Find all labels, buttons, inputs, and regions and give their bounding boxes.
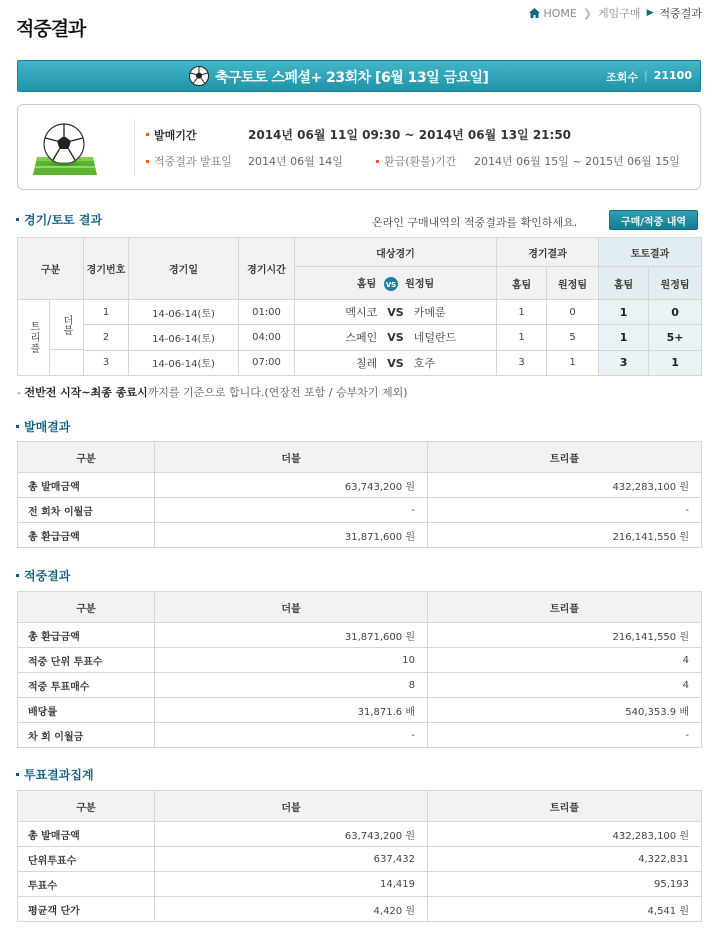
hit-section-title <box>16 567 70 584</box>
page-title: 적중결과 <box>16 18 86 40</box>
rule-note-rest: 까지를 기준으로 합니다.(연장전 포함 / 승부차기 제외) <box>147 386 408 399</box>
row-label: 총 발매금액 <box>18 822 155 847</box>
breadcrumb-arrow-icon: ▶ <box>646 8 654 18</box>
away-team: 카메룬 <box>413 306 446 320</box>
row-label: 배당률 <box>18 698 155 723</box>
rule-note: - 전반전 시작~최종 종료시까지를 기준으로 합니다.(연장전 포함 / 승부차기 제외) <box>17 386 408 399</box>
sales-section-title-text: 발매결과 <box>24 420 71 434</box>
bullet-icon <box>376 160 379 163</box>
table-header: 더블 <box>155 442 428 473</box>
sales-result-table <box>17 441 702 548</box>
match-date: 14-06-14(토) <box>129 350 239 375</box>
row-label: 평균객 단가 <box>18 897 155 922</box>
breadcrumb-game-buy-link[interactable]: 게임구매 <box>598 7 641 20</box>
double-value: 10 <box>155 648 428 673</box>
score-home: 1 <box>497 325 547 350</box>
table-row <box>18 498 702 523</box>
triple-value: 540,353.9 배 <box>428 698 702 723</box>
bullet-icon <box>146 160 149 163</box>
header-match-no: 경기번호 <box>84 238 129 300</box>
triple-value: 432,283,100 원 <box>428 473 702 498</box>
vote-section-title-text: 투표결과집계 <box>24 768 94 782</box>
header-toto-result: 토토결과 <box>599 238 702 267</box>
table-header: 구분 <box>18 442 155 473</box>
row-label: 총 발매금액 <box>18 473 155 498</box>
row-label: 차 회 이월금 <box>18 723 155 748</box>
header-teams <box>295 267 497 300</box>
toto-home: 1 <box>599 300 649 325</box>
match-time: 01:00 <box>239 300 295 325</box>
soccer-field-icon <box>33 117 97 179</box>
header-away-team: 원정팀 <box>405 279 435 290</box>
category-cell <box>18 300 84 376</box>
bullet-icon <box>146 133 149 136</box>
triple-value: 4,541 원 <box>428 897 702 922</box>
table-row <box>18 698 702 723</box>
sales-section-title <box>16 418 70 435</box>
row-label: 적중 단위 투표수 <box>18 648 155 673</box>
match-teams <box>295 300 497 325</box>
double-value: 637,432 <box>155 847 428 872</box>
match-time: 07:00 <box>239 350 295 375</box>
row-label: 단위투표수 <box>18 847 155 872</box>
announce-value: 2014년 06월 14일 <box>248 155 343 168</box>
double-value: 4,420 원 <box>155 897 428 922</box>
table-row <box>18 473 702 498</box>
breadcrumb-current: 적중결과 <box>659 7 702 20</box>
double-value: 8 <box>155 673 428 698</box>
header-target: 대상경기 <box>295 238 497 267</box>
info-divider <box>134 119 135 175</box>
online-note: 온라인 구매내역의 적중결과를 확인하세요. <box>372 216 578 229</box>
double-value: 31,871,600 원 <box>155 523 428 548</box>
table-header: 더블 <box>155 592 428 623</box>
triple-value: - <box>428 723 702 748</box>
match-section-title-text: 경기/토토 결과 <box>24 213 103 227</box>
home-team: 멕시코 <box>345 306 378 320</box>
double-value: - <box>155 723 428 748</box>
match-no: 3 <box>84 350 129 375</box>
view-count <box>606 69 692 85</box>
triple-value: 216,141,550 원 <box>428 623 702 648</box>
double-value: 31,871.6 배 <box>155 698 428 723</box>
header-score-home: 홈팀 <box>497 267 547 300</box>
double-value: - <box>155 498 428 523</box>
triple-value: 432,283,100 원 <box>428 822 702 847</box>
table-row <box>18 523 702 548</box>
section-bullet-icon <box>16 218 19 221</box>
header-date: 경기일 <box>129 238 239 300</box>
table-header: 트리플 <box>428 791 702 822</box>
match-date: 14-06-14(토) <box>129 325 239 350</box>
double-value: 63,743,200 원 <box>155 822 428 847</box>
match-row <box>18 300 702 325</box>
row-label: 전 회차 이월금 <box>18 498 155 523</box>
announce-row <box>146 153 680 169</box>
away-team: 호주 <box>413 356 435 370</box>
match-teams <box>295 325 497 350</box>
table-row <box>18 623 702 648</box>
table-row <box>18 872 702 897</box>
score-away: 5 <box>547 325 599 350</box>
purchase-history-button[interactable]: 구매/적중 내역 <box>609 210 698 230</box>
table-header: 더블 <box>155 791 428 822</box>
triple-value: 95,193 <box>428 872 702 897</box>
category-triple: 트리플 <box>18 300 50 375</box>
match-date: 14-06-14(토) <box>129 300 239 325</box>
match-section-title <box>16 211 102 228</box>
category-double: 더블 <box>50 300 83 350</box>
double-value: 14,419 <box>155 872 428 897</box>
triple-value: 4 <box>428 648 702 673</box>
toto-away: 0 <box>649 300 702 325</box>
vs-icon-text: VS <box>385 281 396 289</box>
table-row <box>18 847 702 872</box>
row-label: 총 환급금액 <box>18 523 155 548</box>
score-away: 0 <box>547 300 599 325</box>
rule-note-bold: 전반전 시작~최종 종료시 <box>24 386 148 399</box>
vs-label: VS <box>387 306 404 320</box>
sale-period-row <box>146 126 571 143</box>
triple-value: - <box>428 498 702 523</box>
table-row <box>18 648 702 673</box>
section-bullet-icon <box>16 574 19 577</box>
table-header: 구분 <box>18 791 155 822</box>
round-info-box <box>17 104 701 190</box>
refund-value: 2014년 06월 15일 ~ 2015년 06월 15일 <box>474 155 680 168</box>
section-bullet-icon <box>16 773 19 776</box>
score-home: 1 <box>497 300 547 325</box>
header-score-away: 원정팀 <box>547 267 599 300</box>
vote-summary-table <box>17 790 702 922</box>
section-bullet-icon <box>16 425 19 428</box>
table-header: 트리플 <box>428 592 702 623</box>
double-value: 63,743,200 원 <box>155 473 428 498</box>
toto-home: 1 <box>599 325 649 350</box>
round-title-bar <box>17 60 701 92</box>
header-game-result: 경기결과 <box>497 238 599 267</box>
vs-label: VS <box>387 331 404 345</box>
toto-home: 3 <box>599 350 649 375</box>
double-value: 31,871,600 원 <box>155 623 428 648</box>
home-team: 칠레 <box>356 356 378 370</box>
match-time: 04:00 <box>239 325 295 350</box>
home-icon <box>529 8 540 18</box>
sale-period-label: 발매기간 <box>154 128 197 142</box>
toto-away: 5+ <box>649 325 702 350</box>
triple-value: 4 <box>428 673 702 698</box>
header-toto-away: 원정팀 <box>649 267 702 300</box>
breadcrumb-home-link[interactable]: HOME <box>543 6 577 20</box>
announce-label: 적중결과 발표일 <box>154 155 232 168</box>
view-count-value: 21100 <box>653 69 692 82</box>
table-row <box>18 897 702 922</box>
breadcrumb <box>529 5 702 21</box>
vs-label: VS <box>387 356 404 370</box>
view-count-divider: | <box>644 69 648 82</box>
table-header: 트리플 <box>428 442 702 473</box>
vs-icon <box>383 277 399 291</box>
row-label: 적중 투표매수 <box>18 673 155 698</box>
hit-section-title-text: 적중결과 <box>24 569 71 583</box>
match-row <box>18 350 702 375</box>
table-row <box>18 673 702 698</box>
triple-value: 216,141,550 원 <box>428 523 702 548</box>
match-teams <box>295 350 497 375</box>
header-category: 구분 <box>18 238 84 300</box>
match-row <box>18 325 702 350</box>
home-team: 스페인 <box>345 331 378 345</box>
header-home-team: 홈팀 <box>356 279 377 290</box>
score-away: 1 <box>547 350 599 375</box>
hit-result-table <box>17 591 702 748</box>
vote-section-title <box>16 766 94 783</box>
row-label: 총 환급금액 <box>18 623 155 648</box>
triple-value: 4,322,831 <box>428 847 702 872</box>
table-row <box>18 822 702 847</box>
match-no: 2 <box>84 325 129 350</box>
row-label: 투표수 <box>18 872 155 897</box>
round-title: 축구토토 스페셜+ 23회차 [6월 13일 금요일] <box>215 70 489 86</box>
breadcrumb-separator: ❯ <box>582 6 593 20</box>
header-time: 경기시간 <box>239 238 295 300</box>
view-count-label: 조회수 <box>606 71 638 84</box>
sale-period-value: 2014년 06월 11일 09:30 ~ 2014년 06월 13일 21:50 <box>248 128 572 142</box>
refund-label: 환급(환불)기간 <box>384 155 457 168</box>
toto-away: 1 <box>649 350 702 375</box>
soccer-ball-icon <box>189 66 209 86</box>
match-no: 1 <box>84 300 129 325</box>
table-row <box>18 723 702 748</box>
score-home: 3 <box>497 350 547 375</box>
away-team: 네덜란드 <box>413 331 457 345</box>
match-result-table <box>17 237 702 376</box>
header-toto-home: 홈팀 <box>599 267 649 300</box>
table-header: 구분 <box>18 592 155 623</box>
